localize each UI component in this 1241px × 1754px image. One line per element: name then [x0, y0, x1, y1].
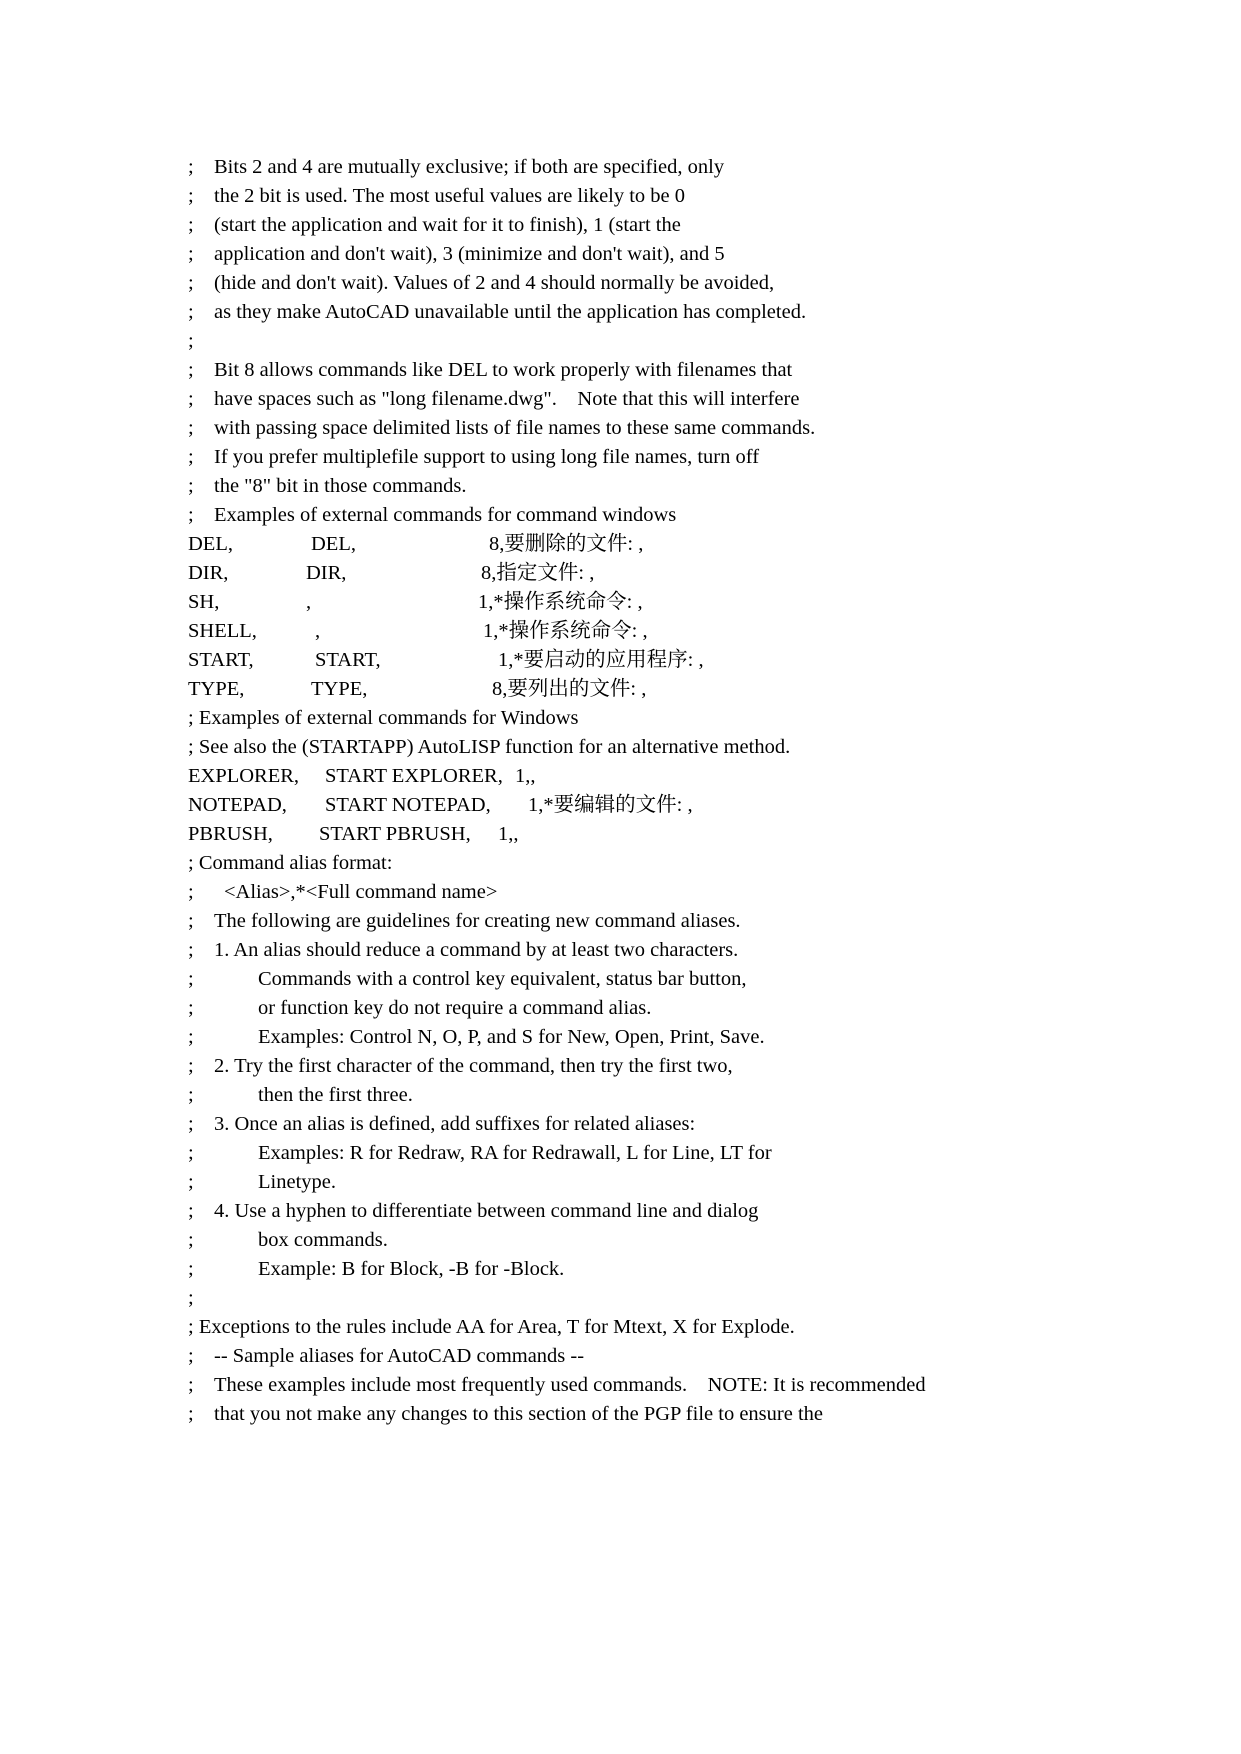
document-page: ; Bits 2 and 4 are mutually exclusive; if both are specified, only ; the 2 bit is used. The most useful values are likely to be 0 ; (start the application and wait for it to finish), 1 (start the ; application and don't wait), 3 (minimize and don't wait), and 5 ; (hide and don't wait). Values of 2 and 4 should normally be avoided, ; as they make AutoCAD unavailable until the application has completed. ; ; Bit 8 allows commands like DEL to work properly with filenames that ; have spaces such as "long filename.dwg". Note that this will interfere ; with passing space delimited lists of file names to these same commands. ; If you prefer multiplefile support to using long file names, turn off ; the "8" bit in those commands. ; Examples of external commands for command windows DEL, DEL, 8,要删除的文件: , DIR, DIR, 8,指定文件: , SH, , 1,*操作系统命令: , SHELL, , 1,*操作系统命令: , START, START, 1,*要启动的应用程序: , TYPE, TYPE, 8,要列出的文件: , ; Examples of external commands for Windows ; See also the (STARTAPP) AutoLISP function for an alternative method. EXPLORER, START EXPLORER, 1,, NOTEPAD, START NOTEPAD, 1,*要编辑的文件: , PBRUSH, START PBRUSH, 1,, ; Command alias format: ; <Alias>,*<Full command name> ; The following are guidelines for creating new command aliases. ; 1. An alias should reduce a command by at least two characters. ; Commands with a control key equivalent, status bar button, ; or function key do not require a command alias. ; Examples: Control N, O, P, and S for New, Open, Print, Save. ; 2. Try the first character of the command, then try the first two, ; then the first three. ; 3. Once an alias is defined, add suffixes for related aliases: ; Examples: R for Redraw, RA for Redrawall, L for Line, LT for ; Linetype. ; 4. Use a hyphen to differentiate between command line and dialog ; box commands. ; Example: B for Block, -B for -Block. ; ; Exceptions to the rules include AA for Area, T for Mtext, X for Explode. ; -- Sample aliases for AutoCAD commands -- ; These examples include most frequently used commands. NOTE: It is recommended ; that you not make any changes to this section of the PGP file to ensure the — [0, 0, 1241, 1754]
